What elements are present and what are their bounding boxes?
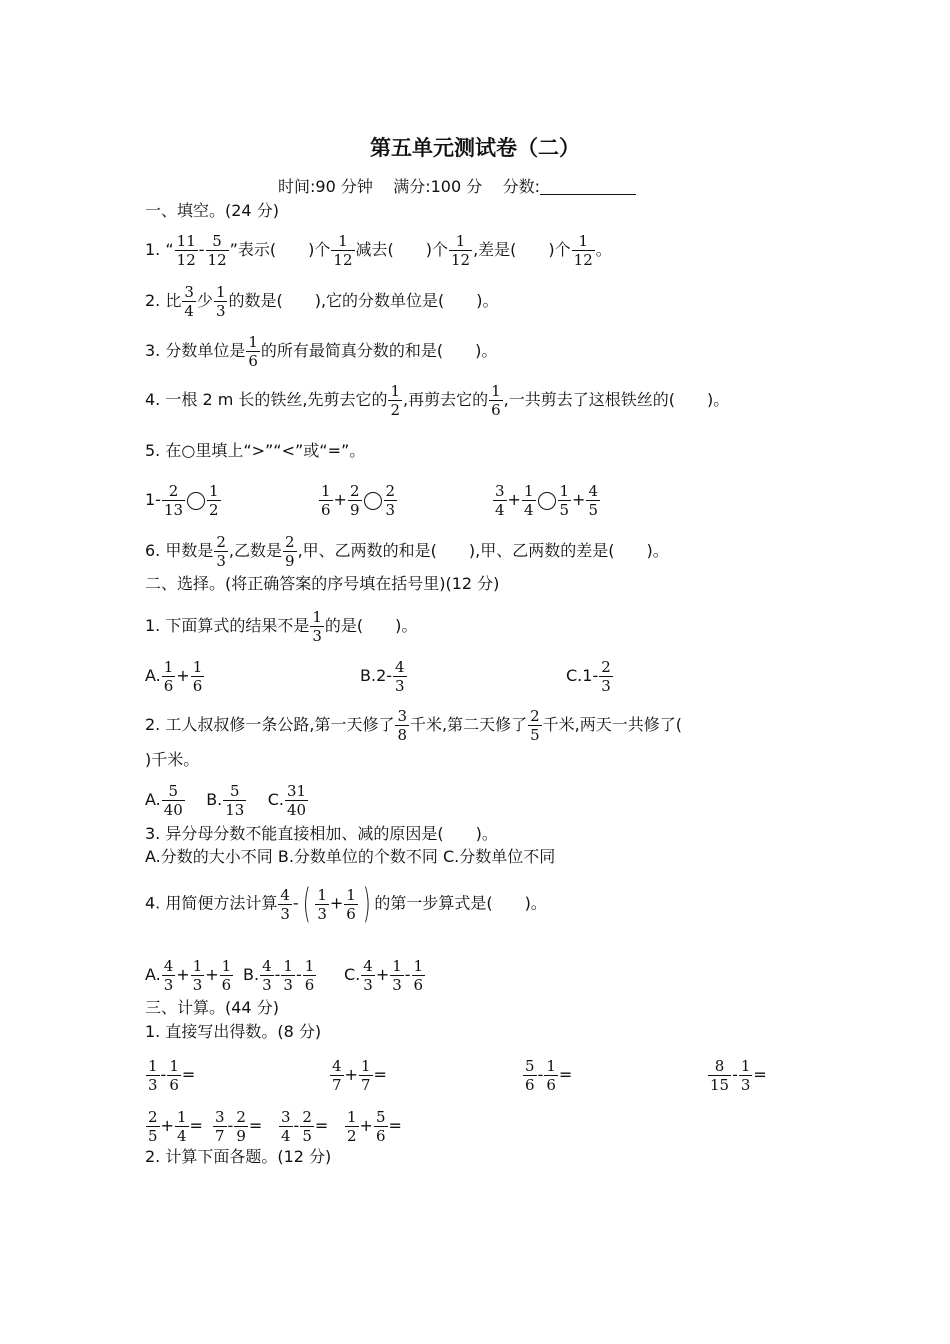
s1-q5-expr-2: $\frac{1}{6}$ + $\frac{2}{9}$ $\frac{2}{3}$ [321, 482, 396, 519]
s1-question-1: 1. “ $\frac{11}{12}$ - $\frac{5}{12}$ ”表示( )个 $\frac{1}{12}$ 减去( )个 $\frac{1}{12}$ ,差是( )个 $\frac{1}{12}$ 。 [145, 232, 612, 269]
s1-question-2: 2. 比 $\frac{3}{4}$ 少 $\frac{1}{3}$ 的数是( ),它的分数单位是( )。 [145, 283, 499, 320]
s1-question-4: 4. 一根 2 m 长的铁丝,先剪去它的 $\frac{1}{2}$ ,再剪去它的 $\frac{1}{6}$ ,一共剪去了这根铁丝的( )。 [145, 382, 730, 419]
calc-item: $\frac{4}{7}$ + $\frac{1}{7}$ = [332, 1057, 387, 1094]
compare-circle[interactable] [187, 492, 205, 510]
s2-q2-option-b[interactable]: B. $\frac{5}{13}$ [206, 782, 245, 819]
section1-heading: 一、填空。(24 分) [145, 201, 279, 220]
section3-heading: 三、计算。(44 分) [145, 998, 279, 1017]
time-limit: 时间:90 分钟 [278, 177, 373, 196]
s2-q2-option-c[interactable]: C. $\frac{31}{40}$ [267, 782, 307, 819]
s2-question-4: 4. 用简便方法计算 $\frac{4}{3}$ -( $\frac{1}{3}$ + $\frac{1}{6}$ ) 的第一步算式是( )。 [145, 881, 547, 927]
s2-question-2-cont: )千米。 [145, 750, 200, 769]
s2-q2-option-a[interactable]: A. $\frac{5}{40}$ [145, 782, 183, 819]
s1-question-3: 3. 分数单位是 $\frac{1}{6}$ 的所有最简真分数的和是( )。 [145, 333, 498, 370]
compare-circle[interactable] [364, 492, 382, 510]
s3-part-1: 1. 直接写出得数。(8 分) [145, 1022, 322, 1041]
section2-heading: 二、选择。(将正确答案的序号填在括号里)(12 分) [145, 574, 500, 593]
s2-question-3: 3. 异分母分数不能直接相加、减的原因是( )。 [145, 824, 498, 843]
s2-q1-option-c[interactable]: C.1- $\frac{2}{3}$ [566, 658, 611, 695]
s2-question-1: 1. 下面算式的结果不是 $\frac{1}{3}$ 的是( )。 [145, 608, 418, 645]
calc-item: $\frac{8}{15}$ - $\frac{1}{3}$ = [710, 1057, 767, 1094]
s2-q4-option-b[interactable]: B. $\frac{4}{3}$ - $\frac{1}{3}$ - $\frac{1}{6}$ [243, 957, 315, 994]
score-blank[interactable] [540, 178, 636, 195]
s2-q1-option-a[interactable]: A. $\frac{1}{6}$ + $\frac{1}{6}$ [145, 658, 203, 695]
s1-question-5: 5. 在○里填上“>”“<”或“=”。 [145, 441, 366, 460]
full-score: 满分:100 分 [393, 177, 483, 196]
calc-item: $\frac{5}{6}$ - $\frac{1}{6}$ = [525, 1057, 573, 1094]
s1-q5-expr-1: 1- $\frac{2}{13}$ $\frac{1}{2}$ [145, 482, 219, 519]
s3-part-2: 2. 计算下面各题。(12 分) [145, 1147, 332, 1166]
s2-q4-option-a[interactable]: A. $\frac{4}{3}$ + $\frac{1}{3}$ + $\frac{1}{6}$ [145, 957, 232, 994]
s2-q4-option-c[interactable]: C. $\frac{4}{3}$ + $\frac{1}{3}$ - $\frac{1}{6}$ [344, 957, 424, 994]
s2-q2-options [145, 782, 309, 819]
s2-q1-option-b[interactable]: B.2- $\frac{4}{3}$ [360, 658, 405, 695]
calc-item: $\frac{1}{2}$ + $\frac{5}{6}$ = [347, 1108, 402, 1145]
page-title: 第五单元测试卷（二） [370, 135, 580, 160]
exam-info [278, 174, 636, 197]
calc-item: $\frac{3}{4}$ - $\frac{2}{5}$ = [281, 1108, 329, 1145]
s1-question-6: 6. 甲数是 $\frac{2}{3}$ ,乙数是 $\frac{2}{9}$ ,甲、乙两数的和是( ),甲、乙两数的差是( )。 [145, 533, 669, 570]
score-label: 分数: [502, 177, 540, 196]
s2-question-2: 2. 工人叔叔修一条公路,第一天修了 $\frac{3}{8}$ 千米,第二天修了 $\frac{2}{5}$ 千米,两天一共修了( [145, 707, 682, 744]
s1-q5-expr-3: $\frac{3}{4}$ + $\frac{1}{4}$ $\frac{1}{5}$ + $\frac{4}{5}$ [495, 482, 598, 519]
calc-item: $\frac{1}{3}$ - $\frac{1}{6}$ = [148, 1057, 196, 1094]
s2-q3-options[interactable]: A.分数的大小不同 B.分数单位的个数不同 C.分数单位不同 [145, 847, 556, 866]
calc-item: $\frac{2}{5}$ + $\frac{1}{4}$ = [148, 1108, 203, 1145]
calc-item: $\frac{3}{7}$ - $\frac{2}{9}$ = [215, 1108, 263, 1145]
compare-circle[interactable] [538, 492, 556, 510]
